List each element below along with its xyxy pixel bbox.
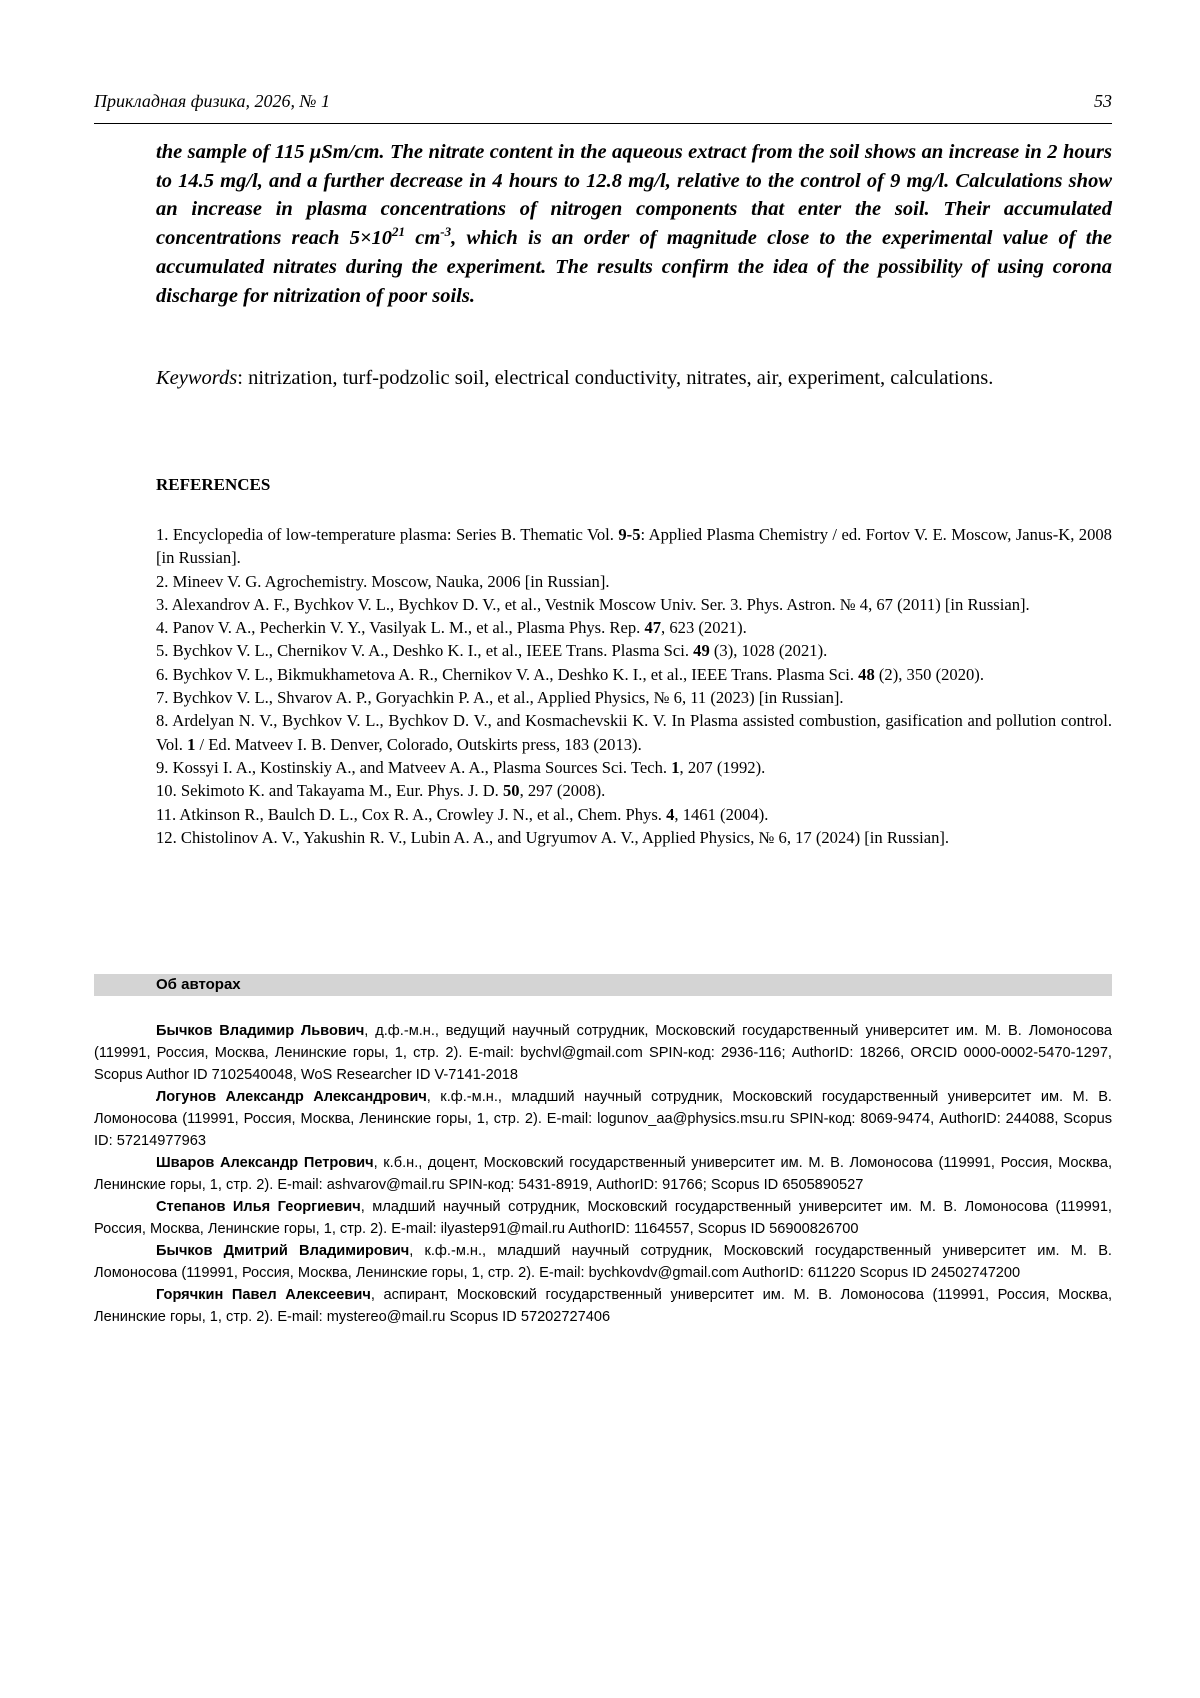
references-heading: REFERENCES	[156, 475, 271, 494]
authors-heading-bar	[94, 974, 1112, 996]
author-name: Степанов Илья Георгиевич	[156, 1199, 361, 1215]
author-details: , младший научный сотрудник, Московский государственный университет им. М. В. Ломоносова (119991, Россия, Москва, Ленинские горы, 1, стр. 2). E-mail: ilyastep91@mail.ru AuthorID: 1164557, Scopus ID 56900826700	[94, 1199, 1112, 1237]
reference-text-tail: , 623 (2021).	[661, 618, 747, 638]
author-details: , к.ф.-м.н., младший научный сотрудник, Московский государственный университет им. М. В. Ломоносова (119991, Россия, Москва, Ленинские горы, 1, стр. 2). E-mail: logunov_aa@physics.msu.ru SPIN-код: 8069-9474, AuthorID: 244088, Scopus ID: 57214977963	[94, 1089, 1112, 1149]
reference-text-tail: , 1461 (2004).	[674, 804, 769, 824]
reference-item	[156, 663, 1112, 686]
reference-text-tail: , 207 (1992).	[679, 757, 766, 777]
reference-item	[156, 523, 1112, 570]
reference-item	[156, 709, 1112, 756]
author-entry	[94, 1086, 1112, 1152]
reference-text: 7. Bychkov V. L., Shvarov A. P., Goryachkin P. A., et al., Applied Physics, № 6, 11 (2023) [in Russian].	[156, 688, 844, 708]
authors-heading: Об авторах	[156, 976, 241, 993]
keywords-paragraph	[156, 364, 1112, 392]
reference-text: 8. Ardelyan N. V., Bychkov V. L., Bychkov D. V., and Kosmachevskii K. V. In Plasma assisted combustion, gasification and pollution control. Vol.	[156, 711, 1112, 754]
author-entry	[94, 1284, 1112, 1328]
reference-volume: 50	[502, 781, 520, 801]
reference-volume: 48	[858, 664, 875, 684]
journal-title: Прикладная физика, 2026, № 1	[94, 91, 330, 111]
running-header	[94, 89, 1112, 124]
reference-item	[156, 570, 1112, 593]
reference-item	[156, 803, 1112, 826]
author-name: Бычков Дмитрий Владимирович	[156, 1243, 410, 1259]
author-entry	[94, 1020, 1112, 1086]
reference-text: 6. Bychkov V. L., Bikmukhametova A. R., Chernikov V. A., Deshko K. I., et al., IEEE Trans. Plasma Sci.	[156, 664, 859, 684]
author-details: , аспирант, Московский государственный университет им. М. В. Ломоносова (119991, Россия, Москва, Ленинские горы, 1, стр. 2). E-mail: mystereo@mail.ru Scopus ID 57202727406	[94, 1287, 1112, 1325]
reference-text: 12. Chistolinov A. V., Yakushin R. V., Lubin A. A., and Ugryumov A. V., Applied Physics, № 6, 17 (2024) [in Russian].	[156, 827, 950, 847]
reference-text: 11. Atkinson R., Baulch D. L., Cox R. A., Crowley J. N., et al., Chem. Phys.	[156, 804, 667, 824]
reference-volume: 47	[644, 618, 662, 638]
keywords-label: Keywords	[156, 367, 238, 389]
reference-item	[156, 639, 1112, 662]
reference-volume: 4	[666, 804, 675, 824]
abstract-paragraph	[156, 138, 1112, 310]
reference-item	[156, 616, 1112, 639]
reference-item	[156, 826, 1112, 849]
abstract-text-1: the sample of 115 μSm/cm. The nitrate content in the aqueous extract from the soil shows an increase in 2 hours to 14.5 mg/l, and a further decrease in 4 hours to 12.8 mg/l, relative to the control of 9 mg/l. Calculations show an increase in plasma concentrations of nitrogen components that enter the soil. Their accumulated concentrations reach 5×10	[156, 141, 1112, 250]
references-list	[156, 523, 1112, 849]
abstract-superscript-2: -3	[440, 224, 452, 240]
author-entry	[94, 1240, 1112, 1284]
author-name: Логунов Александр Александрович	[156, 1089, 427, 1105]
reference-volume: 1	[671, 757, 680, 777]
reference-text-tail: (3), 1028 (2021).	[709, 641, 828, 661]
author-name: Шваров Александр Петрович	[156, 1155, 374, 1171]
reference-item	[156, 686, 1112, 709]
reference-text: 10. Sekimoto K. and Takayama M., Eur. Phys. J. D.	[156, 781, 503, 801]
author-entry	[94, 1152, 1112, 1196]
author-name: Бычков Владимир Львович	[156, 1023, 365, 1039]
reference-text: 9. Kossyi I. A., Kostinskiy A., and Matveev A. A., Plasma Sources Sci. Tech.	[156, 757, 672, 777]
author-details: , к.ф.-м.н., младший научный сотрудник, Московский государственный университет им. М. В. Ломоносова (119991, Россия, Москва, Ленинские горы, 1, стр. 2). E-mail: bychkovdv@gmail.com AuthorID: 611220 Scopus ID 24502747200	[94, 1243, 1112, 1281]
abstract-superscript-1: 21	[392, 224, 406, 240]
reference-item	[156, 756, 1112, 779]
reference-text-tail: (2), 350 (2020).	[874, 664, 984, 684]
abstract-text-3: , which is an order of magnitude close to the experimental value of the accumulated nitrates during the experiment. The results confirm the idea of the possibility of using corona discharge for nitrization of poor soils.	[156, 227, 1112, 307]
reference-text: 5. Bychkov V. L., Chernikov V. A., Deshko K. I., et al., IEEE Trans. Plasma Sci.	[156, 641, 694, 661]
author-details: , к.б.н., доцент, Московский государственный университет им. М. В. Ломоносова (119991, Россия, Москва, Ленинские горы, 1, стр. 2). E-mail: ashvarov@mail.ru SPIN-код: 5431-8919, AuthorID: 91766; Scopus ID 6505890527	[94, 1155, 1112, 1193]
reference-text-tail: / Ed. Matveev I. B. Denver, Colorado, Outskirts press, 183 (2013).	[195, 734, 642, 754]
reference-text: 3. Alexandrov A. F., Bychkov V. L., Bychkov D. V., et al., Vestnik Moscow Univ. Ser. 3. Phys. Astron. № 4, 67 (2011) [in Russian].	[156, 594, 1030, 614]
reference-volume: 9-5	[618, 525, 641, 544]
reference-text-tail: : Applied Plasma Chemistry / ed. Fortov V. E. Moscow, Janus-K, 2008 [in Russian].	[156, 525, 1112, 568]
author-name: Горячкин Павел Алексеевич	[156, 1287, 371, 1303]
page-number: 53	[1094, 91, 1112, 111]
abstract-text-2: cm	[405, 227, 441, 250]
reference-text: 2. Mineev V. G. Agrochemistry. Moscow, Nauka, 2006 [in Russian].	[156, 571, 610, 591]
reference-volume: 49	[693, 641, 710, 661]
reference-item	[156, 779, 1112, 802]
authors-list	[94, 1020, 1112, 1328]
reference-volume: 1	[187, 734, 196, 754]
reference-text: 1. Encyclopedia of low-temperature plasma: Series B. Thematic Vol.	[156, 525, 619, 544]
keywords-text: : nitrization, turf-podzolic soil, electrical conductivity, nitrates, air, experiment, calculations.	[237, 367, 994, 389]
reference-item	[156, 593, 1112, 616]
reference-text: 4. Panov V. A., Pecherkin V. Y., Vasilyak L. M., et al., Plasma Phys. Rep.	[156, 618, 645, 638]
author-details: , д.ф.-м.н., ведущий научный сотрудник, Московский государственный университет им. М. В. Ломоносова (119991, Россия, Москва, Ленинские горы, 1, стр. 2). E-mail: bychvl@gmail.com SPIN-код: 2936-116; AuthorID: 18266, ORCID 0000-0002-5470-1297, Scopus Author ID 7102540048, WoS Researcher ID V-7141-2018	[94, 1023, 1112, 1083]
reference-text-tail: , 297 (2008).	[519, 781, 606, 801]
author-entry	[94, 1196, 1112, 1240]
